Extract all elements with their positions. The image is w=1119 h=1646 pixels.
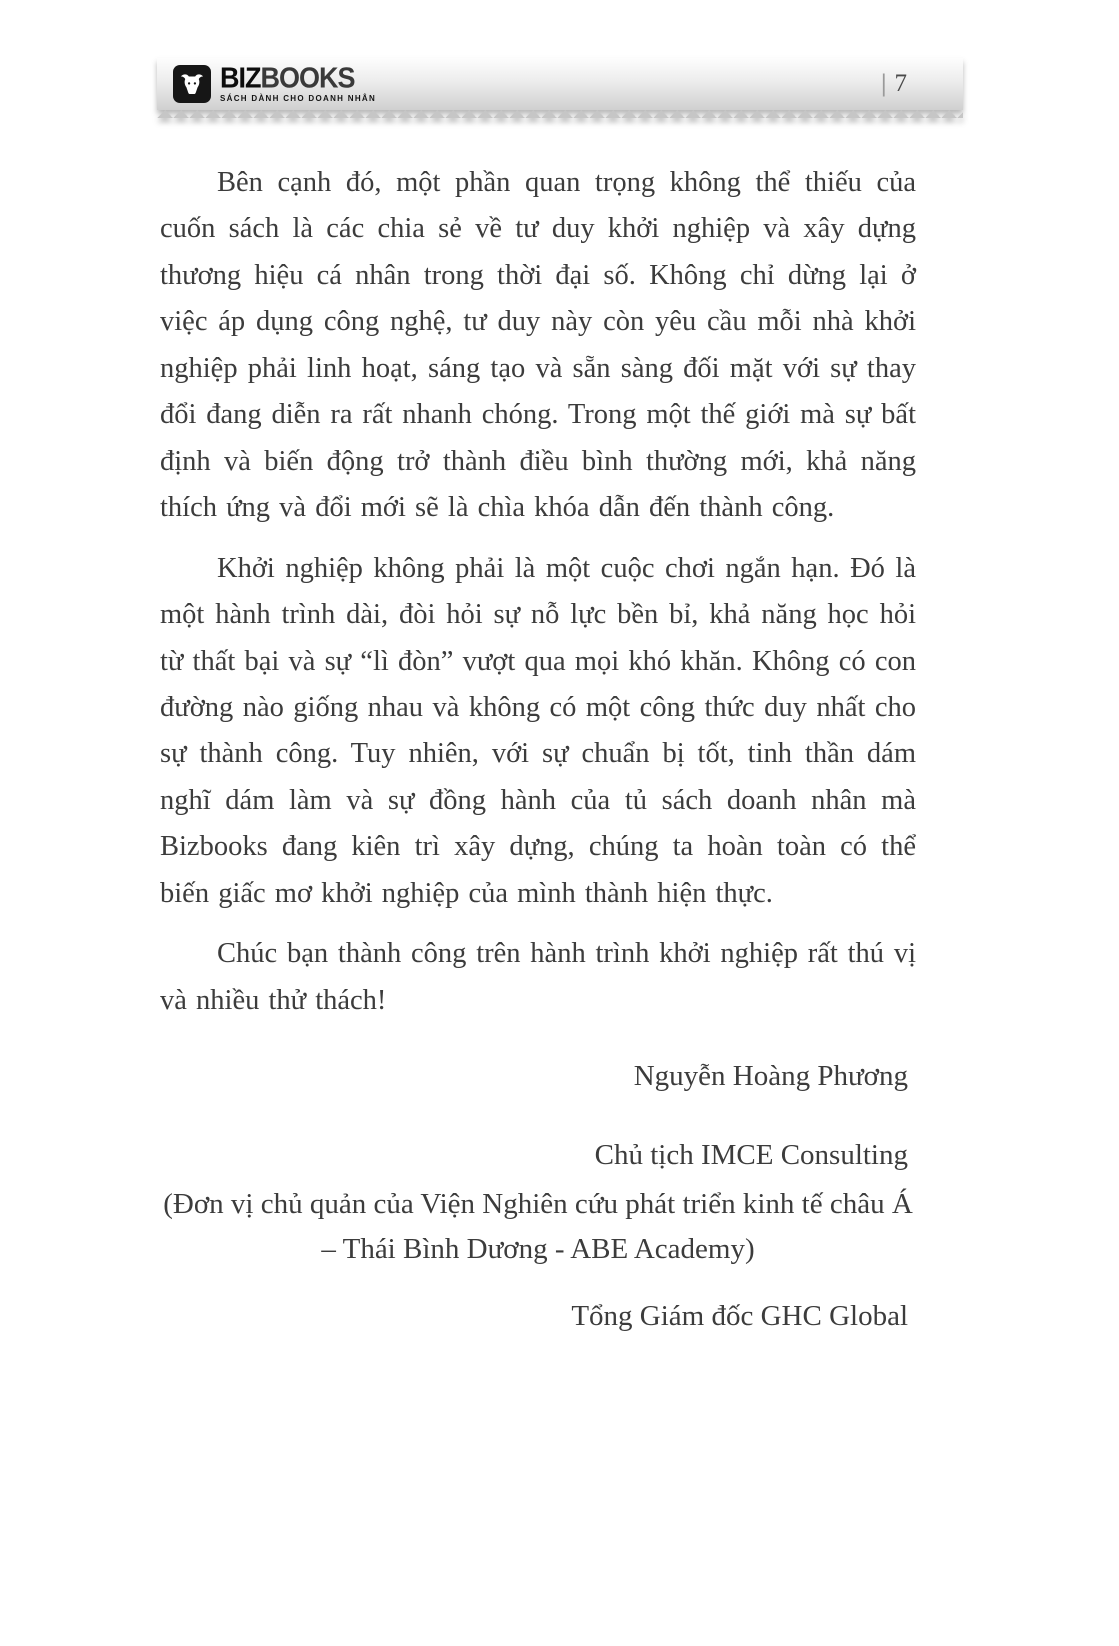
bizbooks-logo	[173, 62, 377, 103]
signature-name: Nguyễn Hoàng Phương	[633, 1060, 908, 1093]
page-number	[881, 70, 947, 98]
logo-tagline: SÁCH DÀNH CHO DOANH NHÂN	[220, 94, 377, 103]
signature-title-2: Tổng Giám đốc GHC Global	[571, 1299, 908, 1332]
signature-block	[160, 1054, 916, 1339]
logo-title-biz: BIZ	[220, 62, 261, 94]
logo-text	[220, 62, 377, 103]
page-header	[157, 58, 963, 110]
body-paragraph-3: Chúc bạn thành công trên hành trình khởi nghiệp rất thú vị và nhiều thử thách!	[160, 938, 916, 1016]
logo-title	[220, 64, 376, 92]
body-paragraph-2: Khởi nghiệp không phải là một cuộc chơi ngắn hạn. Đó là một hành trình dài, đòi hỏi sự nỗ lực bền bỉ, khả năng học hỏi từ thất bại và sự “lì đòn” vượt qua mọi khó khăn. Không có con đường nào giống nhau và không có một công thức duy nhất cho sự thành công. Tuy nhiên, với sự chuẩn bị tốt, tinh thần dám nghĩ dám làm và sự đồng hành của tủ sách doanh nhân mà Bizbooks đang kiên trì xây dựng, chúng ta hoàn toàn có thể biến giấc mơ khởi nghiệp của mình thành hiện thực.	[160, 552, 916, 909]
bull-icon	[173, 65, 211, 103]
signature-title-1: Chủ tịch IMCE Consulting	[594, 1139, 908, 1172]
page-number-value: 7	[894, 70, 907, 97]
body-paragraph-1: Bên cạnh đó, một phần quan trọng không thể thiếu của cuốn sách là các chia sẻ về tư duy khởi nghiệp và xây dựng thương hiệu cá nhân trong thời đại số. Không chỉ dừng lại ở việc áp dụng công nghệ, tư duy này còn yêu cầu mỗi nhà khởi nghiệp phải linh hoạt, sáng tạo và sẵn sàng đối mặt với sự thay đổi đang diễn ra rất nhanh chóng. Trong một thế giới mà sự bất định và biến động trở thành điều bình thường mới, khả năng thích ứng và đổi mới sẽ là chìa khóa dẫn đến thành công.	[160, 167, 916, 524]
signature-note: (Đơn vị chủ quản của Viện Nghiên cứu phát triển kinh tế châu Á – Thái Bình Dương - ABE Academy)	[163, 1188, 913, 1265]
logo-title-books: BOOKS	[260, 62, 355, 94]
page-content	[160, 160, 916, 1339]
page-number-separator: |	[880, 70, 887, 97]
